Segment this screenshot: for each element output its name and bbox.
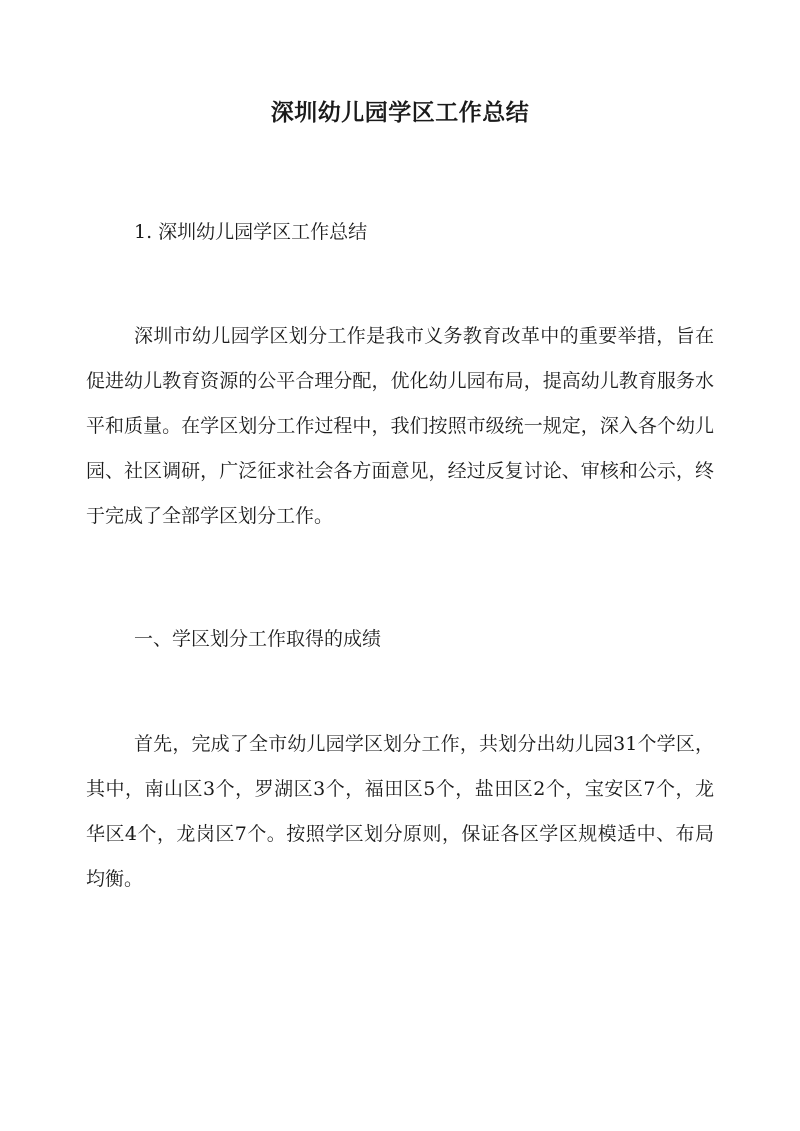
document-title: 深圳幼儿园学区工作总结	[270, 99, 530, 126]
subsection-heading: 一、学区划分工作取得的成绩	[134, 628, 382, 650]
intro-paragraph: 深圳市幼儿园学区划分工作是我市义务教育改革中的重要举措，旨在促进幼儿教育资源的公平合理分配，优化幼儿园布局，提高幼儿教育服务水平和质量。在学区划分工作过程中，我们按照市级统一规定，深入各个幼儿园、社区调研，广泛征求社会各方面意见，经过反复讨论、审核和公示，终于完成了全部学区划分工作。	[86, 325, 714, 527]
achievement-paragraph: 首先，完成了全市幼儿园学区划分工作，共划分出幼儿园31个学区，其中，南山区3个，罗湖区3个，福田区5个，盐田区2个，宝安区7个，龙华区4个，龙岗区7个。按照学区划分原则，保证各区学区规模适中、布局均衡。	[86, 733, 714, 890]
section-heading: 1. 深圳幼儿园学区工作总结	[134, 221, 368, 243]
